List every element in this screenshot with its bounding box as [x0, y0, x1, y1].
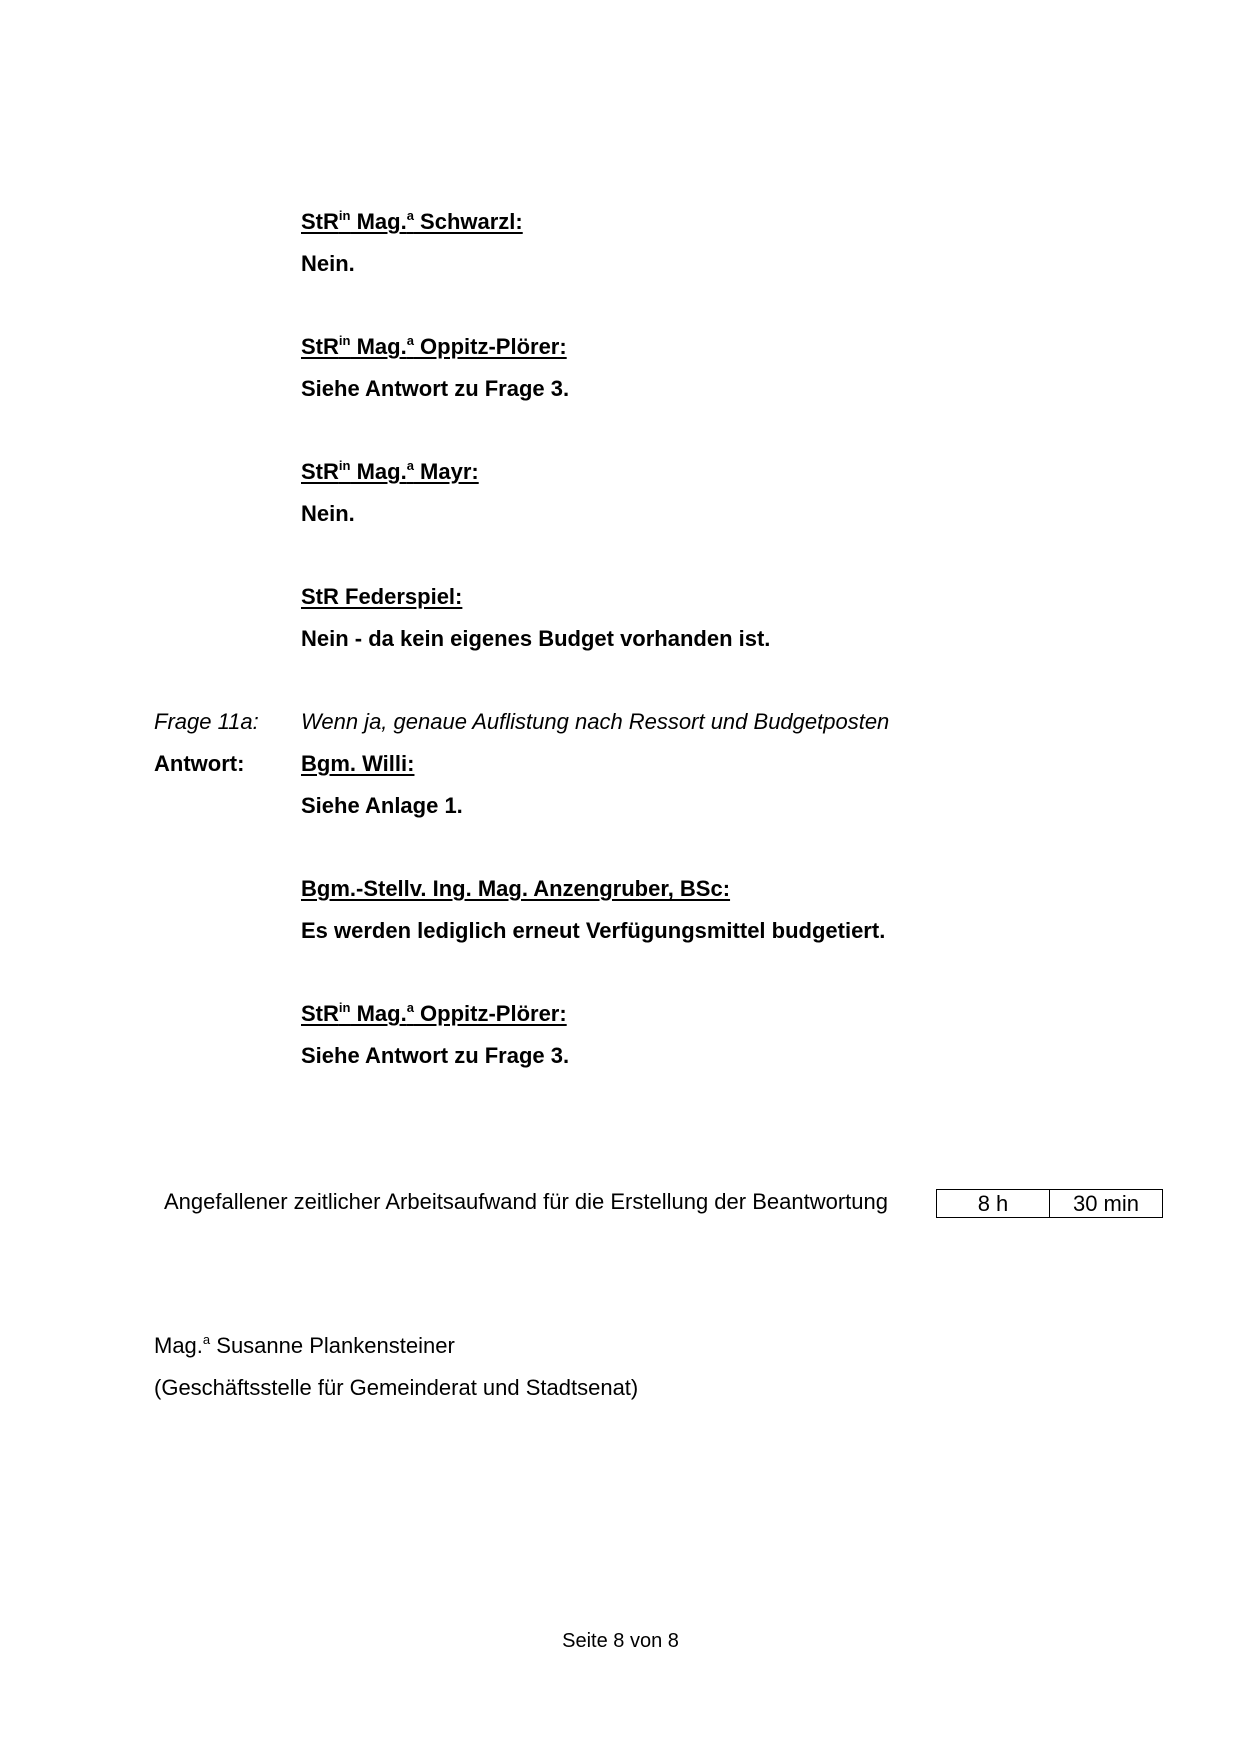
speaker-oppitz-ploerer-2: StR$^{in}$ Mag.$^a$ Oppitz-Plörer: — [301, 1000, 567, 1026]
page-number: Seite 8 von 8 — [562, 1630, 679, 1652]
question-label: Frage 11a: — [154, 709, 259, 734]
question-text: Wenn ja, genaue Auflistung nach Ressort und Budgetposten — [301, 709, 890, 734]
effort-minutes: 30 min — [1049, 1190, 1162, 1217]
speaker-oppitz-ploerer: StR$^{in}$ Mag.$^a$ Oppitz-Plörer: — [301, 333, 567, 359]
speaker-schwarzl: StR$^{in}$ Mag.$^a$ Schwarzl: — [301, 208, 523, 234]
signature-name: Mag.$^a$ Susanne Plankensteiner — [154, 1332, 455, 1358]
answer-mayr: Nein. — [301, 501, 355, 526]
effort-hours: 8 h — [977, 1191, 1009, 1216]
speaker-anzengruber: Bgm.-Stellv. Ing. Mag. Anzengruber, BSc: — [301, 876, 731, 901]
speaker-federspiel: StR Federspiel: — [301, 584, 463, 609]
effort-label: Angefallener zeitlicher Arbeitsaufwand für die Erstellung der Beantwortung — [164, 1189, 888, 1214]
speaker-willi: Bgm. Willi: — [301, 751, 415, 776]
answer-label: Antwort: — [154, 751, 245, 776]
answer-federspiel: Nein - da kein eigenes Budget vorhanden ist. — [301, 626, 771, 651]
speaker-mayr: StR$^{in}$ Mag.$^a$ Mayr: — [301, 458, 479, 484]
answer-schwarzl: Nein. — [301, 251, 355, 276]
answer-oppitz-ploerer-2: Siehe Antwort zu Frage 3. — [301, 1043, 570, 1068]
answer-willi: Siehe Anlage 1. — [301, 793, 463, 818]
effort-table — [936, 1189, 1163, 1218]
answer-oppitz-ploerer: Siehe Antwort zu Frage 3. — [301, 376, 570, 401]
answer-anzengruber: Es werden lediglich erneut Verfügungsmittel budgetiert. — [301, 918, 886, 943]
signature-office: (Geschäftsstelle für Gemeinderat und Stadtsenat) — [154, 1375, 639, 1400]
